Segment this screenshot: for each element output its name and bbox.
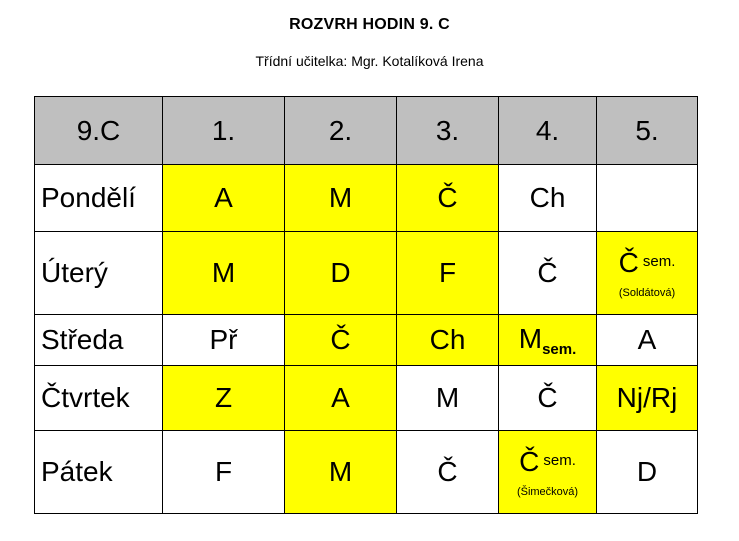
subject-code: F — [214, 456, 233, 487]
subject-code: M — [328, 456, 353, 487]
subject-code: Z — [214, 382, 233, 413]
lesson-cell — [499, 366, 597, 431]
day-row — [35, 431, 698, 514]
lesson-cell — [597, 431, 698, 514]
lesson-cell — [597, 366, 698, 431]
subject-code: A — [214, 182, 233, 213]
lesson-cell — [397, 315, 499, 366]
lesson-cell — [285, 165, 397, 232]
lesson-cell — [397, 165, 499, 232]
period-header: 4. — [499, 97, 597, 165]
seminar-mark: sem. — [543, 452, 576, 469]
day-label: Pondělí — [35, 165, 163, 232]
day-label: Čtvrtek — [35, 366, 163, 431]
subject-code: Nj/Rj — [616, 382, 678, 413]
subject-code: M — [211, 257, 236, 288]
day-label: Pátek — [35, 431, 163, 514]
day-label: Úterý — [35, 232, 163, 315]
lesson-cell — [163, 165, 285, 232]
subject-code: Př — [209, 324, 238, 355]
subject-code: Č — [437, 182, 458, 213]
lesson-cell — [597, 315, 698, 366]
lesson-cell — [285, 431, 397, 514]
page-title: ROZVRH HODIN 9. C — [289, 16, 450, 33]
subject-code: Č — [618, 247, 639, 278]
lesson-cell — [499, 165, 597, 232]
teacher-note: (Soldátová) — [618, 287, 676, 299]
period-header: 2. — [285, 97, 397, 165]
seminar-mark: sem. — [642, 253, 676, 270]
lesson-cell — [397, 232, 499, 315]
timetable — [34, 96, 698, 514]
period-header: 5. — [597, 97, 698, 165]
lesson-cell — [285, 232, 397, 315]
lesson-cell — [397, 431, 499, 514]
lesson-cell — [285, 366, 397, 431]
subject-code: D — [330, 257, 351, 288]
subject-code: Č — [437, 456, 458, 487]
period-header: 3. — [397, 97, 499, 165]
lesson-cell — [499, 315, 597, 366]
lesson-cell — [499, 232, 597, 315]
seminar-mark: sem. — [542, 340, 577, 358]
lesson-cell — [163, 315, 285, 366]
teacher-note: (Šimečková) — [516, 486, 579, 498]
day-label: Středa — [35, 315, 163, 366]
day-row — [35, 165, 698, 232]
subject-code: M — [518, 322, 543, 354]
subject-code: D — [636, 456, 658, 487]
class-teacher: Třídní učitelka: Mgr. Kotalíková Irena — [255, 53, 484, 69]
subject-code: Ch — [529, 182, 566, 213]
subject-code: M — [435, 382, 460, 413]
subject-code: Č — [537, 382, 558, 413]
subject-code: Ch — [429, 324, 466, 355]
period-header: 1. — [163, 97, 285, 165]
lesson-cell — [163, 366, 285, 431]
subject-code: Č — [519, 446, 540, 477]
class-name-header: 9.C — [35, 97, 163, 165]
lesson-cell — [285, 315, 397, 366]
lesson-cell — [499, 431, 597, 514]
subject-code: F — [438, 257, 457, 288]
subject-code: Č — [537, 257, 558, 288]
header-row — [35, 97, 698, 165]
lesson-cell — [597, 165, 698, 232]
subject-code: A — [331, 382, 350, 413]
subject-code: M — [328, 182, 353, 213]
lesson-cell — [597, 232, 698, 315]
lesson-cell — [163, 232, 285, 315]
day-row — [35, 366, 698, 431]
subject-code: A — [637, 324, 657, 355]
day-row — [35, 315, 698, 366]
day-row — [35, 232, 698, 315]
subject-code: Č — [330, 324, 351, 355]
lesson-cell — [163, 431, 285, 514]
lesson-cell — [397, 366, 499, 431]
